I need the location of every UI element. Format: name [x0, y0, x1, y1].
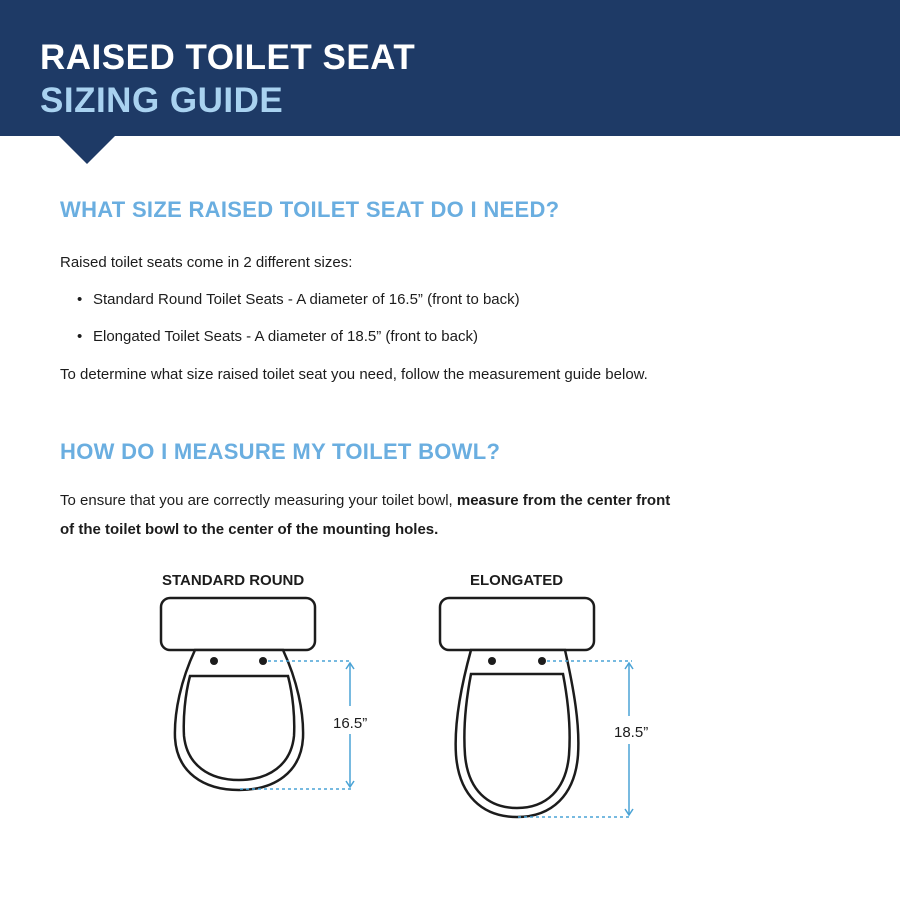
page-subtitle: SIZING GUIDE — [40, 81, 284, 120]
mounting-hole-left — [488, 657, 496, 665]
bowl-inner — [184, 676, 295, 780]
bullet-icon: • — [77, 328, 83, 345]
list-item-text: Standard Round Toilet Seats - A diameter of 16.5” (front to back) — [93, 291, 520, 308]
measure-text-bold-continued: of the toilet bowl to the center of the mounting holes. — [60, 521, 439, 538]
list-item-text: Elongated Toilet Seats - A diameter of 18.5” (front to back) — [93, 328, 478, 345]
page-title: RAISED TOILET SEAT — [40, 38, 416, 77]
diagram-label-elongated: ELONGATED — [470, 572, 564, 589]
section-heading-size: WHAT SIZE RAISED TOILET SEAT DO I NEED? — [60, 197, 560, 222]
elongated-measurement: 18.5” — [614, 724, 649, 741]
tank-lid — [440, 598, 594, 650]
diagram-label-standard: STANDARD ROUND — [162, 572, 305, 589]
standard-measurement: 16.5” — [333, 715, 368, 732]
mounting-hole-left — [210, 657, 218, 665]
standard-round-toilet-illustration — [161, 598, 315, 790]
mounting-hole-right — [538, 657, 546, 665]
measure-text-bold: measure from the center front — [456, 492, 671, 509]
intro-text: Raised toilet seats come in 2 different sizes: — [60, 254, 353, 271]
tank-lid — [161, 598, 315, 650]
measure-text-plain: To ensure that you are correctly measuring your toilet bowl, — [60, 492, 457, 509]
mounting-hole-right — [259, 657, 267, 665]
bowl-inner — [464, 674, 569, 808]
elongated-toilet-illustration — [440, 598, 594, 817]
bullet-icon: • — [77, 291, 83, 308]
closing-text: To determine what size raised toilet seat you need, follow the measurement guide below. — [60, 366, 648, 383]
section-heading-measure: HOW DO I MEASURE MY TOILET BOWL? — [60, 439, 501, 464]
